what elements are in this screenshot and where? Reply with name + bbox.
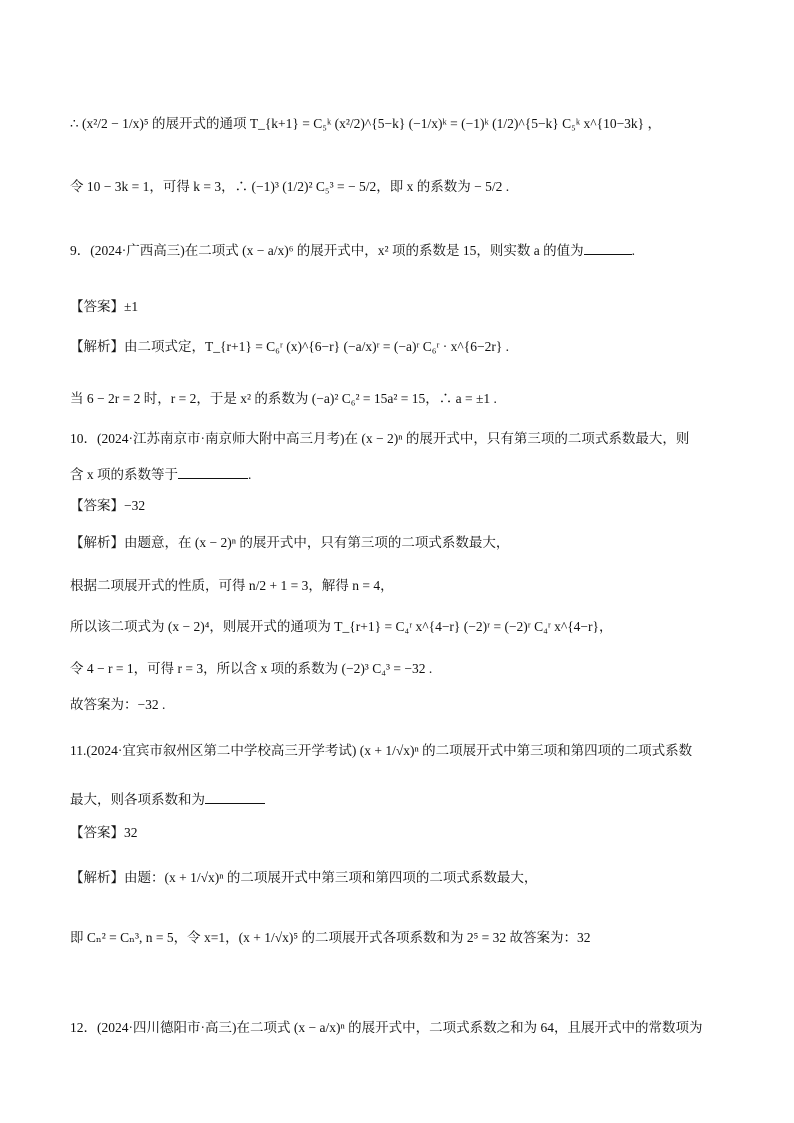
answer-10: 【答案】−32 bbox=[70, 498, 146, 513]
question-12-line-1: 12．(2024·四川德阳市·高三)在二项式 (x − a/x)ⁿ 的展开式中，二项式系数之和为 64，且展开式中的常数项为 bbox=[70, 1020, 703, 1035]
answer-9: 【答案】±1 bbox=[70, 299, 139, 314]
analysis-10-line-5: 故答案为：−32 . bbox=[70, 697, 166, 712]
analysis-9-line-1: 【解析】由二项式定，T_{r+1} = C₆ʳ (x)^{6−r} (−a/x)ʳ = (−a)ʳ C₆ʳ · x^{6−2r} . bbox=[70, 339, 510, 354]
question-11-line-2 bbox=[70, 789, 734, 811]
answer-blank bbox=[584, 240, 632, 255]
question-9: 9．(2024·广西高三)在二项式 (x − a/x)⁶ 的展开式中，x² 项的系数是 15，则实数 a 的值为 . bbox=[70, 240, 734, 262]
analysis-11-line-1: 【解析】由题：(x + 1/√x)ⁿ 的二项展开式中第三项和第四项的二项式系数最大， bbox=[70, 870, 538, 885]
answer-11: 【答案】32 bbox=[70, 825, 138, 840]
analysis-10-line-1: 【解析】由题意，在 (x − 2)ⁿ 的展开式中，只有第三项的二项式系数最大， bbox=[70, 535, 510, 550]
analysis-11-line-2: 即 Cₙ² = Cₙ³, n = 5，令 x=1，(x + 1/√x)⁵ 的二项展开式各项系数和为 2⁵ = 32 故答案为：32 bbox=[70, 930, 591, 945]
question-9-text: 9．(2024·广西高三)在二项式 (x − a/x)⁶ 的展开式中，x² 项的系数是 15，则实数 a 的值为 bbox=[70, 243, 584, 258]
analysis-9-line-2: 当 6 − 2r = 2 时，r = 2，于是 x² 的系数为 (−a)² C₆² = 15a² = 15，∴ a = ±1 . bbox=[70, 391, 497, 406]
question-11-text: 最大，则各项系数和为 bbox=[70, 792, 205, 807]
line-1: ∴ (x²/2 − 1/x)⁵ 的展开式的通项 T_{k+1} = C₅ᵏ (x²/2)^{5−k} (−1/x)ᵏ = (−1)ᵏ (1/2)^{5−k} C₅ᵏ x^{10−3k} ， bbox=[70, 116, 662, 131]
analysis-10-line-3: 所以该二项式为 (x − 2)⁴，则展开式的通项为 T_{r+1} = C₄ʳ x^{4−r} (−2)ʳ = (−2)ʳ C₄ʳ x^{4−r}， bbox=[70, 619, 613, 634]
question-10-text: 含 x 项的系数等于 bbox=[70, 467, 178, 482]
question-11-line-1: 11.(2024·宜宾市叙州区第二中学校高三开学考试) (x + 1/√x)ⁿ 的二项展开式中第三项和第四项的二项式系数 bbox=[70, 743, 693, 758]
answer-blank bbox=[178, 464, 248, 479]
analysis-10-line-2: 根据二项展开式的性质，可得 n/2 + 1 = 3，解得 n = 4， bbox=[70, 578, 394, 593]
question-10-line-1: 10．(2024·江苏南京市·南京师大附中高三月考)在 (x − 2)ⁿ 的展开式中，只有第三项的二项式系数最大，则 bbox=[70, 431, 690, 446]
question-10-line-2: 含 x 项的系数等于 . bbox=[70, 464, 734, 486]
line-2: 令 10 − 3k = 1，可得 k = 3，∴ (−1)³ (1/2)² C₅³ = − 5/2，即 x 的系数为 − 5/2 . bbox=[70, 179, 510, 194]
analysis-10-line-4: 令 4 − r = 1，可得 r = 3，所以含 x 项的系数为 (−2)³ C₄³ = −32 . bbox=[70, 661, 433, 676]
answer-blank bbox=[205, 789, 265, 804]
